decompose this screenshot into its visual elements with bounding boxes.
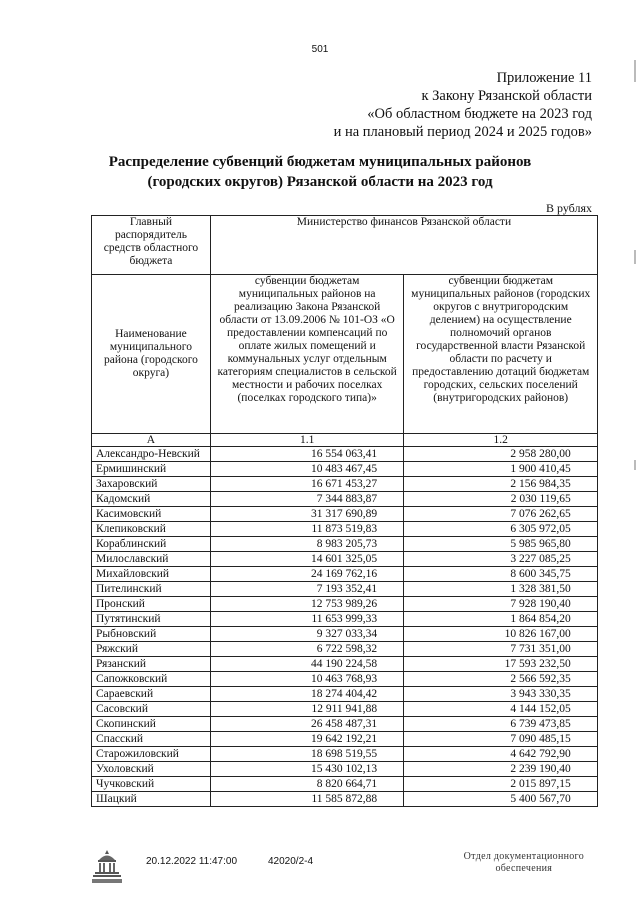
value-col-1: 6 722 598,32 [316, 643, 378, 655]
value-col-1: 11 653 999,33 [311, 613, 378, 625]
value-col-1-cell [210, 477, 404, 492]
header-row-columns [92, 275, 598, 434]
value-col-1: 7 344 883,87 [316, 493, 378, 505]
value-col-1-cell [210, 462, 404, 477]
district-name: Рыбновский [92, 627, 211, 642]
stamp-line: Отдел документационного [463, 851, 584, 862]
value-col-1-cell [210, 732, 404, 747]
value-col-1-cell [210, 492, 404, 507]
table-row [92, 732, 598, 747]
value-col-1-cell [210, 627, 404, 642]
district-name: Клепиковский [92, 522, 211, 537]
value-col-2-cell [404, 552, 598, 567]
district-name: Спасский [92, 732, 211, 747]
table-row [92, 627, 598, 642]
value-col-2: 6 739 473,85 [510, 718, 571, 730]
value-col-2-cell [404, 642, 598, 657]
value-col-1-cell [210, 762, 404, 777]
value-col-1-cell [210, 792, 404, 807]
table-row [92, 477, 598, 492]
stamp-line: обеспечения [495, 863, 553, 874]
value-col-1-cell [210, 567, 404, 582]
value-col-2-cell [404, 582, 598, 597]
value-col-1-cell [210, 447, 404, 462]
value-col-2-cell [404, 612, 598, 627]
value-col-1: 31 317 690,89 [311, 508, 378, 520]
value-col-2-cell [404, 447, 598, 462]
district-name: Кадомский [92, 492, 211, 507]
value-col-1: 15 430 102,13 [311, 763, 378, 775]
value-col-1: 18 698 519,55 [311, 748, 378, 760]
table-row [92, 717, 598, 732]
value-col-2-cell [404, 492, 598, 507]
district-name: Милославский [92, 552, 211, 567]
table-row [92, 657, 598, 672]
table-row [92, 597, 598, 612]
value-col-1: 10 463 768,93 [311, 673, 378, 685]
district-name: Пителинский [92, 582, 211, 597]
title-line: (городских округов) Рязанской области на 2023 год [147, 174, 493, 190]
value-col-1-cell [210, 717, 404, 732]
district-name: Сараевский [92, 687, 211, 702]
value-col-2: 4 144 152,05 [510, 703, 571, 715]
value-col-1-cell [210, 552, 404, 567]
scan-edge-mark [634, 60, 636, 82]
value-col-1-cell [210, 702, 404, 717]
table-row [92, 462, 598, 477]
value-col-1: 19 642 192,21 [311, 733, 378, 745]
value-col-1-cell [210, 642, 404, 657]
value-col-2-cell [404, 477, 598, 492]
index-a: А [92, 434, 211, 447]
table-row [92, 762, 598, 777]
district-name: Пронский [92, 597, 211, 612]
header-name-label: Наименование муниципального района (городского округа) [92, 275, 211, 434]
value-col-1-cell [210, 507, 404, 522]
value-col-2-cell [404, 702, 598, 717]
table-row [92, 582, 598, 597]
value-col-2-cell [404, 462, 598, 477]
value-col-1: 14 601 325,05 [311, 553, 378, 565]
footer-datetime: 20.12.2022 11:47:00 [146, 856, 238, 867]
index-2: 1.2 [404, 434, 598, 447]
appendix-line: к Закону Рязанской области [421, 88, 592, 104]
index-row [92, 434, 598, 447]
value-col-2: 3 227 085,25 [510, 553, 571, 565]
value-col-2: 4 642 792,90 [510, 748, 571, 760]
value-col-1-cell [210, 522, 404, 537]
value-col-1-cell [210, 672, 404, 687]
value-col-1: 8 820 664,71 [316, 778, 378, 790]
value-col-2-cell [404, 762, 598, 777]
district-name: Ермишинский [92, 462, 211, 477]
document-title [60, 152, 580, 192]
value-col-2: 2 566 592,35 [510, 673, 571, 685]
district-name: Александро-Невский [92, 447, 211, 462]
scan-edge-mark [634, 250, 636, 264]
district-name: Старожиловский [92, 747, 211, 762]
value-col-2-cell [404, 777, 598, 792]
district-name: Ряжский [92, 642, 211, 657]
table-row [92, 552, 598, 567]
table-row [92, 777, 598, 792]
district-name: Касимовский [92, 507, 211, 522]
value-col-2: 7 731 351,00 [510, 643, 571, 655]
district-name: Чучковский [92, 777, 211, 792]
value-col-1: 11 873 519,83 [311, 523, 378, 535]
value-col-2-cell [404, 732, 598, 747]
header-row-admin [92, 216, 598, 275]
value-col-1: 18 274 404,42 [311, 688, 378, 700]
district-name: Ухоловский [92, 762, 211, 777]
index-1: 1.1 [210, 434, 404, 447]
value-col-2: 5 985 965,80 [510, 538, 571, 550]
value-col-2: 7 928 190,40 [510, 598, 571, 610]
district-name: Рязанский [92, 657, 211, 672]
value-col-1: 11 585 872,88 [311, 793, 378, 805]
value-col-2-cell [404, 597, 598, 612]
table-row [92, 537, 598, 552]
value-col-2: 7 076 262,65 [510, 508, 571, 520]
units-label: В рублях [545, 201, 592, 215]
subsidies-table [91, 215, 598, 807]
district-name: Скопинский [92, 717, 211, 732]
value-col-1: 7 193 352,41 [316, 583, 378, 595]
scan-edge-mark [634, 460, 636, 470]
table-row [92, 792, 598, 807]
page-number: 501 [311, 44, 329, 55]
table-row [92, 447, 598, 462]
value-col-1-cell [210, 612, 404, 627]
value-col-1: 8 983 205,73 [316, 538, 378, 550]
value-col-1-cell [210, 582, 404, 597]
header-admin-label: Главный распорядитель средств областного бюджета [92, 216, 211, 275]
value-col-1: 26 458 487,31 [311, 718, 378, 730]
value-col-2: 2 015 897,15 [510, 778, 571, 790]
value-col-2: 6 305 972,05 [510, 523, 571, 535]
title-line: Распределение субвенций бюджетам муниципальных районов [108, 154, 532, 170]
value-col-1: 16 671 453,27 [311, 478, 378, 490]
value-col-2-cell [404, 747, 598, 762]
value-col-2-cell [404, 537, 598, 552]
value-col-2-cell [404, 657, 598, 672]
value-col-1: 16 554 063,41 [311, 448, 378, 460]
table-row [92, 612, 598, 627]
value-col-2: 8 600 345,75 [510, 568, 571, 580]
value-col-2-cell [404, 717, 598, 732]
appendix-line: и на плановый период 2024 и 2025 годов» [333, 124, 592, 140]
header-col-1: субвенции бюджетам муниципальных районов на реализацию Закона Рязанской области от 13.09.2006 № 101-ОЗ «О предоставлении компенсаций по оплате жилых помещений и коммунальных услуг отдельным категориям специалистов в сельской местности и рабочих поселках (поселках городского типа)» [210, 275, 404, 434]
header-admin-value: Министерство финансов Рязанской области [210, 216, 597, 275]
parliament-building-icon [90, 846, 124, 886]
value-col-2: 2 030 119,65 [510, 493, 571, 505]
table-row [92, 687, 598, 702]
value-col-2-cell [404, 687, 598, 702]
value-col-2-cell [404, 672, 598, 687]
value-col-2: 1 328 381,50 [510, 583, 571, 595]
value-col-2: 7 090 485,15 [510, 733, 571, 745]
value-col-2: 10 826 167,00 [504, 628, 571, 640]
value-col-2-cell [404, 507, 598, 522]
table-row [92, 507, 598, 522]
district-name: Сапожковский [92, 672, 211, 687]
value-col-1: 12 911 941,88 [311, 703, 378, 715]
footer-stamp [464, 851, 584, 875]
value-col-2: 2 239 190,40 [510, 763, 571, 775]
footer-code: 42020/2-4 [268, 856, 314, 867]
district-name: Сасовский [92, 702, 211, 717]
value-col-1: 9 327 033,34 [316, 628, 378, 640]
value-col-1-cell [210, 687, 404, 702]
value-col-2: 3 943 330,35 [510, 688, 571, 700]
value-col-2: 1 900 410,45 [510, 463, 571, 475]
value-col-2: 17 593 232,50 [504, 658, 571, 670]
value-col-1-cell [210, 597, 404, 612]
table-row [92, 702, 598, 717]
value-col-2: 1 864 854,20 [510, 613, 571, 625]
value-col-2: 2 156 984,35 [510, 478, 571, 490]
table-row [92, 672, 598, 687]
header-col-2: субвенции бюджетам муниципальных районов (городских округов с внутригородским делением) на осуществление полномочий органов государственной власти Рязанской области по расчету и предоставлению дотаций бюджетам городских, сельских поселений (внутригородских районов) [404, 275, 598, 434]
value-col-1-cell [210, 537, 404, 552]
value-col-2-cell [404, 567, 598, 582]
appendix-line: Приложение 11 [496, 70, 592, 86]
table-row [92, 522, 598, 537]
appendix-line: «Об областном бюджете на 2023 год [367, 106, 592, 122]
value-col-2: 5 400 567,70 [510, 793, 571, 805]
district-name: Захаровский [92, 477, 211, 492]
district-name: Михайловский [92, 567, 211, 582]
value-col-1-cell [210, 747, 404, 762]
table-row [92, 567, 598, 582]
value-col-1-cell [210, 777, 404, 792]
district-name: Шацкий [92, 792, 211, 807]
value-col-1: 44 190 224,58 [311, 658, 378, 670]
value-col-1-cell [210, 657, 404, 672]
value-col-1: 12 753 989,26 [311, 598, 378, 610]
value-col-2: 2 958 280,00 [510, 448, 571, 460]
table-row [92, 642, 598, 657]
value-col-2-cell [404, 792, 598, 807]
district-name: Путятинский [92, 612, 211, 627]
table-row [92, 492, 598, 507]
appendix-block [334, 69, 592, 141]
district-name: Кораблинский [92, 537, 211, 552]
value-col-2-cell [404, 627, 598, 642]
value-col-1: 24 169 762,16 [311, 568, 378, 580]
value-col-1: 10 483 467,45 [311, 463, 378, 475]
table-row [92, 747, 598, 762]
value-col-2-cell [404, 522, 598, 537]
